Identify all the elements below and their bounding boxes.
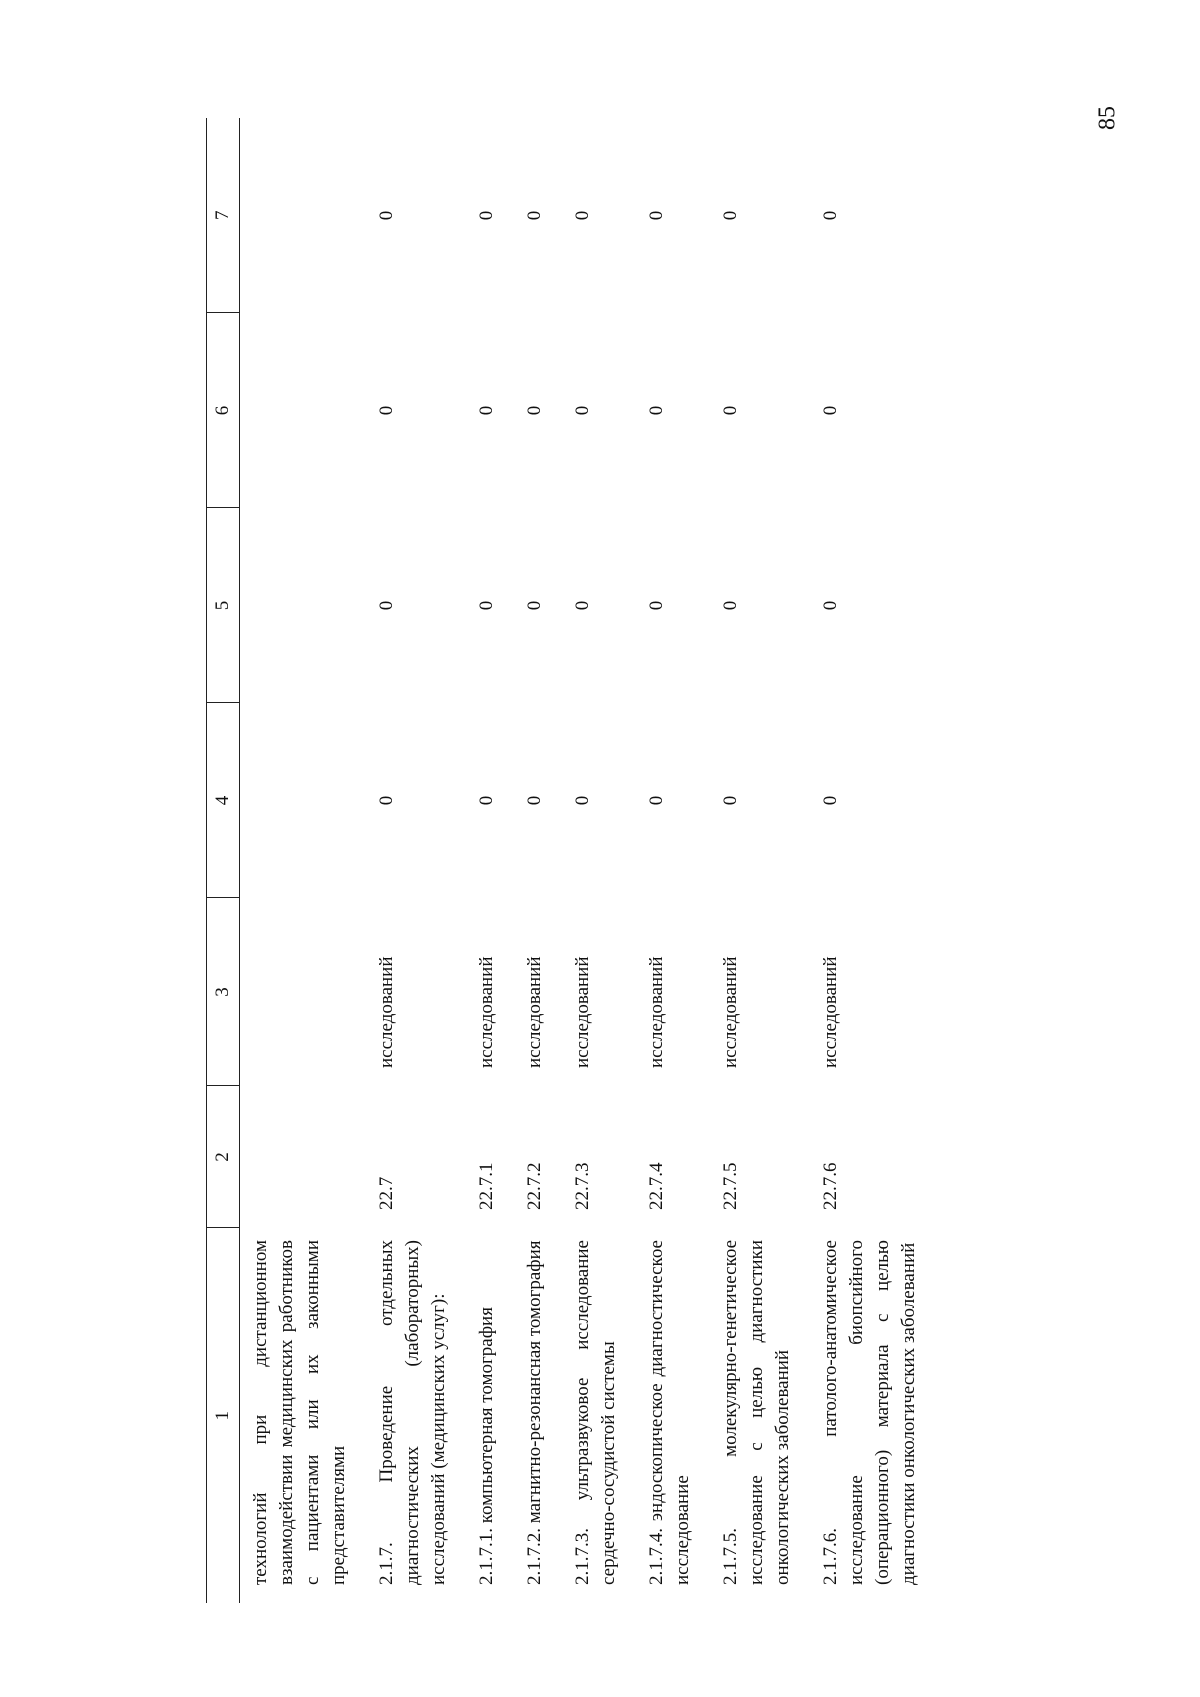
row-value-col7: 0 bbox=[476, 210, 497, 221]
row-value-col7: 0 bbox=[572, 210, 593, 221]
row-code: 22.7 bbox=[376, 1176, 397, 1210]
row-value-col5: 0 bbox=[376, 600, 397, 611]
row-value-col4: 0 bbox=[646, 795, 667, 806]
row-unit: исследований bbox=[720, 956, 741, 1068]
row-value-col6: 0 bbox=[720, 405, 741, 416]
row-description: 2.1.7.4. эндоскопическое диагностическое исследование bbox=[646, 1240, 693, 1585]
row-description: 2.1.7.1. компьютерная томография bbox=[476, 1307, 497, 1585]
table-row bbox=[366, 118, 466, 1603]
col-header-5: 5 bbox=[207, 508, 240, 703]
row-value-col5: 0 bbox=[720, 600, 741, 611]
row-value-col5: 0 bbox=[572, 600, 593, 611]
row-value-col6: 0 bbox=[820, 405, 841, 416]
row-unit: исследований bbox=[646, 956, 667, 1068]
row-value-col6: 0 bbox=[376, 405, 397, 416]
row-description: технологий при дистанционном взаимодействии медицинских работников с пациентами или их законными представителями bbox=[250, 1240, 349, 1585]
table-row bbox=[514, 118, 562, 1603]
row-code: 22.7.3 bbox=[572, 1162, 593, 1210]
row-value-col7: 0 bbox=[524, 210, 545, 221]
row-value-col4: 0 bbox=[524, 795, 545, 806]
row-code: 22.7.1 bbox=[476, 1162, 497, 1210]
table-row bbox=[562, 118, 636, 1603]
row-code: 22.7.6 bbox=[820, 1162, 841, 1210]
row-unit bbox=[240, 898, 367, 1086]
table-row bbox=[466, 118, 514, 1603]
row-unit: исследований bbox=[524, 956, 545, 1068]
row-value-col5: 0 bbox=[524, 600, 545, 611]
rotated-table-wrapper bbox=[206, 118, 1200, 1603]
col-header-7: 7 bbox=[207, 118, 240, 313]
row-unit: исследований bbox=[820, 956, 841, 1068]
row-value-col6: 0 bbox=[572, 405, 593, 416]
row-value-col7: 0 bbox=[720, 210, 741, 221]
row-value-col5: 0 bbox=[646, 600, 667, 611]
row-value-col7: 0 bbox=[646, 210, 667, 221]
row-description: 2.1.7.3. ультразвуковое исследование сердечно-сосудистой системы bbox=[572, 1240, 619, 1585]
row-description: 2.1.7.2. магнитно-резонансная томография bbox=[524, 1240, 545, 1585]
table-header-row bbox=[207, 118, 240, 1603]
row-description: 2.1.7. Проведение отдельных диагностических (лабораторных) исследований (медицинских услуг): bbox=[376, 1240, 449, 1585]
col-header-6: 6 bbox=[207, 313, 240, 508]
row-value-col5: 0 bbox=[820, 600, 841, 611]
row-description: 2.1.7.6. патолого-анатомическое исследование биопсийного (операционного) материала с целью диагностики онкологических заболеваний bbox=[820, 1240, 919, 1585]
row-description: 2.1.7.5. молекулярно-генетическое исследование с целью диагностики онкологических заболеваний bbox=[720, 1240, 793, 1585]
row-value-col7: 0 bbox=[820, 210, 841, 221]
table-row bbox=[810, 118, 936, 1603]
col-header-4: 4 bbox=[207, 703, 240, 898]
row-value-col4: 0 bbox=[572, 795, 593, 806]
row-value-col4: 0 bbox=[820, 795, 841, 806]
row-value-col6: 0 bbox=[646, 405, 667, 416]
table-row bbox=[636, 118, 710, 1603]
row-value-col4: 0 bbox=[476, 795, 497, 806]
row-unit: исследований bbox=[476, 956, 497, 1068]
table-row bbox=[240, 118, 367, 1603]
row-value-col7 bbox=[240, 118, 367, 313]
row-value-col5 bbox=[240, 508, 367, 703]
table-row bbox=[710, 118, 810, 1603]
row-value-col7: 0 bbox=[376, 210, 397, 221]
row-value-col6 bbox=[240, 313, 367, 508]
row-code: 22.7.5 bbox=[720, 1162, 741, 1210]
page-number: 85 bbox=[1094, 106, 1121, 130]
col-header-2: 2 bbox=[207, 1086, 240, 1228]
row-value-col4: 0 bbox=[720, 795, 741, 806]
row-code bbox=[240, 1086, 367, 1228]
col-header-1: 1 bbox=[207, 1228, 240, 1603]
row-value-col4: 0 bbox=[376, 795, 397, 806]
row-value-col4 bbox=[240, 703, 367, 898]
col-header-3: 3 bbox=[207, 898, 240, 1086]
row-value-col6: 0 bbox=[476, 405, 497, 416]
row-value-col6: 0 bbox=[524, 405, 545, 416]
row-code: 22.7.2 bbox=[524, 1162, 545, 1210]
row-code: 22.7.4 bbox=[646, 1162, 667, 1210]
row-unit: исследований bbox=[572, 956, 593, 1068]
row-value-col5: 0 bbox=[476, 600, 497, 611]
row-unit: исследований bbox=[376, 956, 397, 1068]
data-table bbox=[206, 118, 936, 1603]
